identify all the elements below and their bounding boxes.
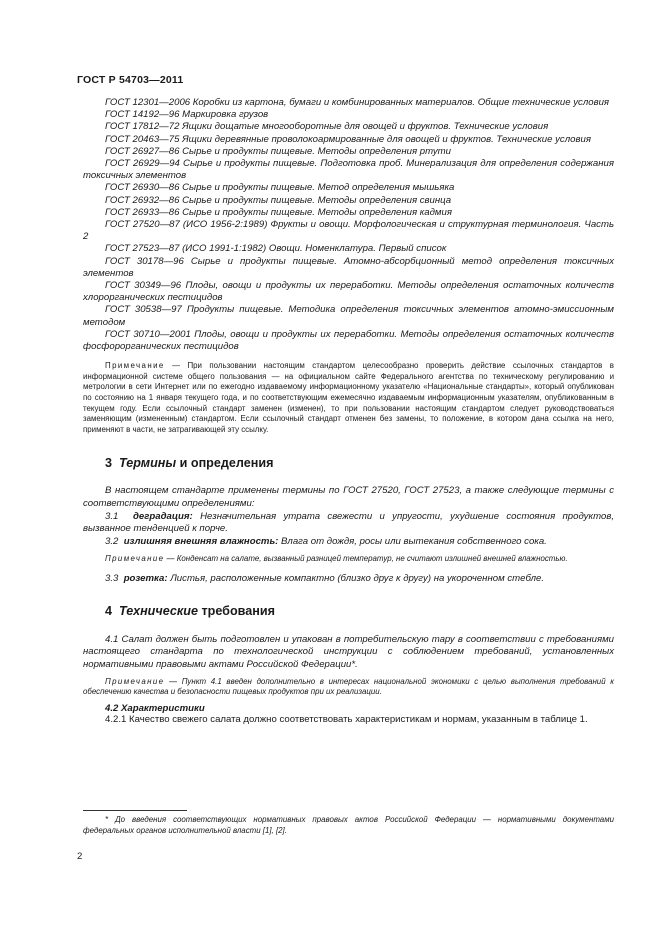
term-number: 3.3: [105, 573, 119, 585]
section-title-italic: Термины: [119, 456, 177, 471]
document-header: ГОСТ Р 54703—2011: [77, 74, 184, 86]
section-4-heading: [83, 604, 614, 618]
term-number: 3.2: [105, 536, 119, 548]
reference-item: ГОСТ 30178—96 Сырье и продукты пищевые. Атомно-абсорбционный метод определения токсичных элементов: [83, 255, 614, 279]
reference-item: ГОСТ 30349—96 Плоды, овощи и продукты их переработки. Методы определения остаточных количеств хлорорганических пестицидов: [83, 280, 614, 304]
note-text: — При пользовании настоящим стандартом целесообразно проверить действие ссылочных стандартов в информационной системе общего пользования — на официальном сайте Федерального агентства по техническому регулированию и метрологии в сети Интернет или по ежегодно издаваемому информационному указателю «Национальные стандарты», который опубликован по состоянию на 1 января текущего года, и по соответствующим ежемесячно издаваемым информационным указателям, опубликованным в текущем году. Если ссылочный стандарт заменен (изменен), то при пользовании настоящим стандартом следует руководствоваться заменяющим (измененным) стандартом. Если ссылочный стандарт отменен без замены, то положение, в котором дана ссылка на него, применяют в части, не затрагивающей эту ссылку.: [83, 361, 615, 434]
term-name: излишняя внешняя влажность:: [123, 536, 279, 548]
reference-item: ГОСТ 12301—2006 Коробки из картона, бумаги и комбинированных материалов. Общие технические условия: [105, 97, 610, 108]
term-3-2: [83, 536, 614, 548]
section-number: 3: [105, 456, 113, 471]
reference-item: ГОСТ 20463—75 Ящики деревянные проволокоармированные для овощей и фруктов. Технические условия: [105, 133, 591, 145]
reference-item: ГОСТ 17812—72 Ящики дощатые многооборотные для овощей и фруктов. Технические условия: [105, 121, 549, 133]
term-definition: Влага от дождя, росы или вытекания собственного сока.: [281, 536, 547, 548]
term-name: розетка:: [123, 573, 168, 585]
note-label: Примечание: [105, 361, 165, 371]
footnote: * До введения соответствующих нормативных правовых актов Российской Федерации — нормативными документами федеральных органов исполнительной власти [1], [2].: [83, 815, 614, 835]
section-title-rest: требования: [201, 604, 275, 619]
term-number: 3.1: [105, 510, 119, 522]
term-name: деградация:: [133, 510, 193, 522]
section-3-intro: В настоящем стандарте применены термины по ГОСТ 27520, ГОСТ 27523, а также следующие термины с соответствующими определениями:: [83, 485, 614, 509]
term-3-3: [83, 573, 614, 585]
reference-item: ГОСТ 26927—86 Сырье и продукты пищевые. Методы определения ртути: [105, 145, 451, 157]
section-3-heading: [83, 456, 614, 470]
references-list: [83, 97, 614, 353]
section-number: 4: [105, 604, 113, 619]
page-number: 2: [77, 851, 83, 862]
note-text: — Пункт 4.1 введен дополнительно в интересах национальной экономики с целью выполнения требований к обеспечению качества и безопасности пищевых продуктов при их реализации.: [83, 676, 614, 697]
reference-item: ГОСТ 27520—87 (ИСО 1956-2:1989) Фрукты и овощи. Морфологическая и структурная терминология. Часть 2: [83, 219, 614, 243]
reference-item: ГОСТ 27523—87 (ИСО 1991-1:1982) Овощи. Номенклатура. Первый список: [105, 243, 447, 255]
main-content: [83, 97, 614, 726]
section-title-italic: Технические: [119, 604, 198, 619]
reference-item: ГОСТ 30538—97 Продукты пищевые. Методика определения токсичных элементов атомно-эмиссионным методом: [83, 304, 614, 328]
note-label: Примечание: [105, 554, 165, 564]
footnote-divider: [83, 810, 187, 811]
term-3-1: [83, 511, 614, 535]
note-4-1: [83, 677, 614, 698]
reference-item: ГОСТ 30710—2001 Плоды, овощи и продукты их переработки. Методы определения остаточных количеств фосфорорганических пестицидов: [83, 328, 614, 353]
term-definition: Незначительная утрата свежести и упругости, ухудшение состояния продуктов, вызванное тенденцией к порче.: [83, 510, 614, 535]
note-term-3-2: [83, 554, 614, 565]
subsection-4-2: 4.2 Характеристики: [105, 703, 205, 715]
paragraph-4-2-1: 4.2.1 Качество свежего салата должно соответствовать характеристикам и нормам, указанным в таблице 1.: [105, 714, 588, 726]
note-label: Примечание: [105, 676, 165, 686]
reference-item: ГОСТ 14192—96 Маркировка грузов: [105, 109, 269, 121]
section-title-rest: и определения: [179, 456, 274, 471]
paragraph-4-1: 4.1 Салат должен быть подготовлен и упакован в потребительскую тару в соответствии с требованиями настоящего стандарта по технологической инструкции с соблюдением требований, установленных нормативными правовыми актами Российской Федерации*.: [83, 634, 614, 670]
term-definition: Листья, расположенные компактно (близко друг к другу) на укороченном стебле.: [170, 573, 545, 585]
note-references: [83, 361, 614, 435]
reference-item: ГОСТ 26933—86 Сырье и продукты пищевые. Методы определения кадмия: [105, 206, 452, 218]
note-text: — Конденсат на салате, вызванный разницей температур, не считают излишней внешней влажностью.: [166, 554, 568, 564]
reference-item: ГОСТ 26930—86 Сырье и продукты пищевые. Метод определения мышьяка: [105, 182, 455, 194]
reference-item: ГОСТ 26932—86 Сырье и продукты пищевые. Методы определения свинца: [105, 194, 452, 206]
reference-item: ГОСТ 26929—94 Сырье и продукты пищевые. Подготовка проб. Минерализация для определения содержания токсичных элементов: [83, 158, 614, 182]
